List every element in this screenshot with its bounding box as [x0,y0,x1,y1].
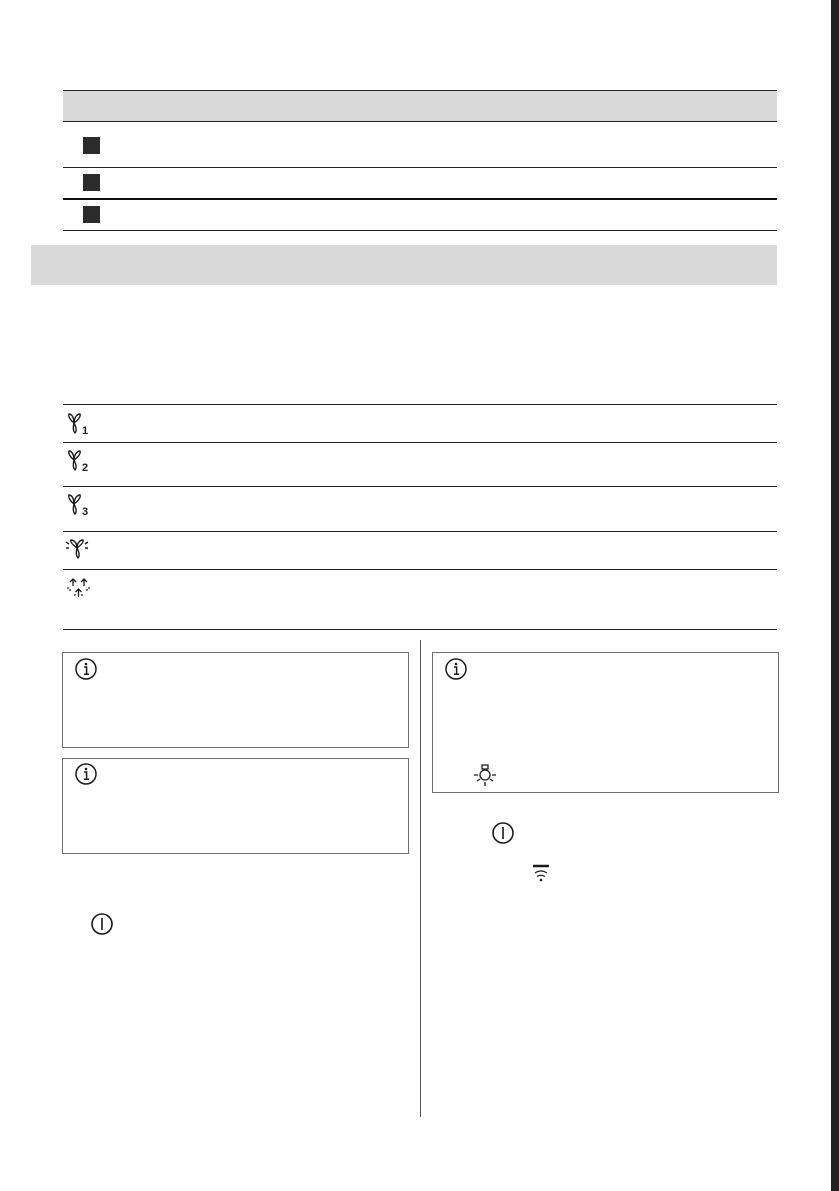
svg-text:2: 2 [82,462,89,473]
top-table-divider [63,121,777,122]
info-box [62,652,409,748]
top-table [63,90,777,232]
filled-square-icon [83,137,100,154]
info-icon [444,657,468,681]
fan-table-divider [63,569,777,570]
top-table-header [63,90,777,122]
top-table-divider [63,167,777,168]
fan-speed-3-icon [65,493,93,517]
svg-text:1: 1 [82,425,89,436]
light-bulb-icon [472,763,498,787]
steam-sensor-icon [65,575,95,599]
fan-table-divider [63,442,777,443]
fan-table-divider [63,404,777,405]
hob-to-hood-icon [530,863,552,885]
fan-table-divider [63,531,777,532]
page-edge-tab [831,0,839,1191]
filled-square-icon [83,174,100,191]
info-icon [74,657,98,681]
fan-speed-2-icon [65,449,93,473]
top-table-divider [63,230,777,231]
column-separator [420,640,421,1117]
info-box [432,652,779,793]
fan-table-divider [63,486,777,487]
power-icon [490,820,516,846]
fan-table-divider [63,629,777,630]
info-icon [74,762,98,786]
fan-table [63,404,777,630]
top-table-divider [63,198,777,200]
power-icon [89,911,115,937]
section-band [31,245,777,285]
filled-square-icon [83,206,100,223]
fan-speed-1-icon [65,412,93,436]
svg-text:3: 3 [82,506,89,517]
info-box [62,758,409,854]
fan-boost-icon [65,537,93,561]
